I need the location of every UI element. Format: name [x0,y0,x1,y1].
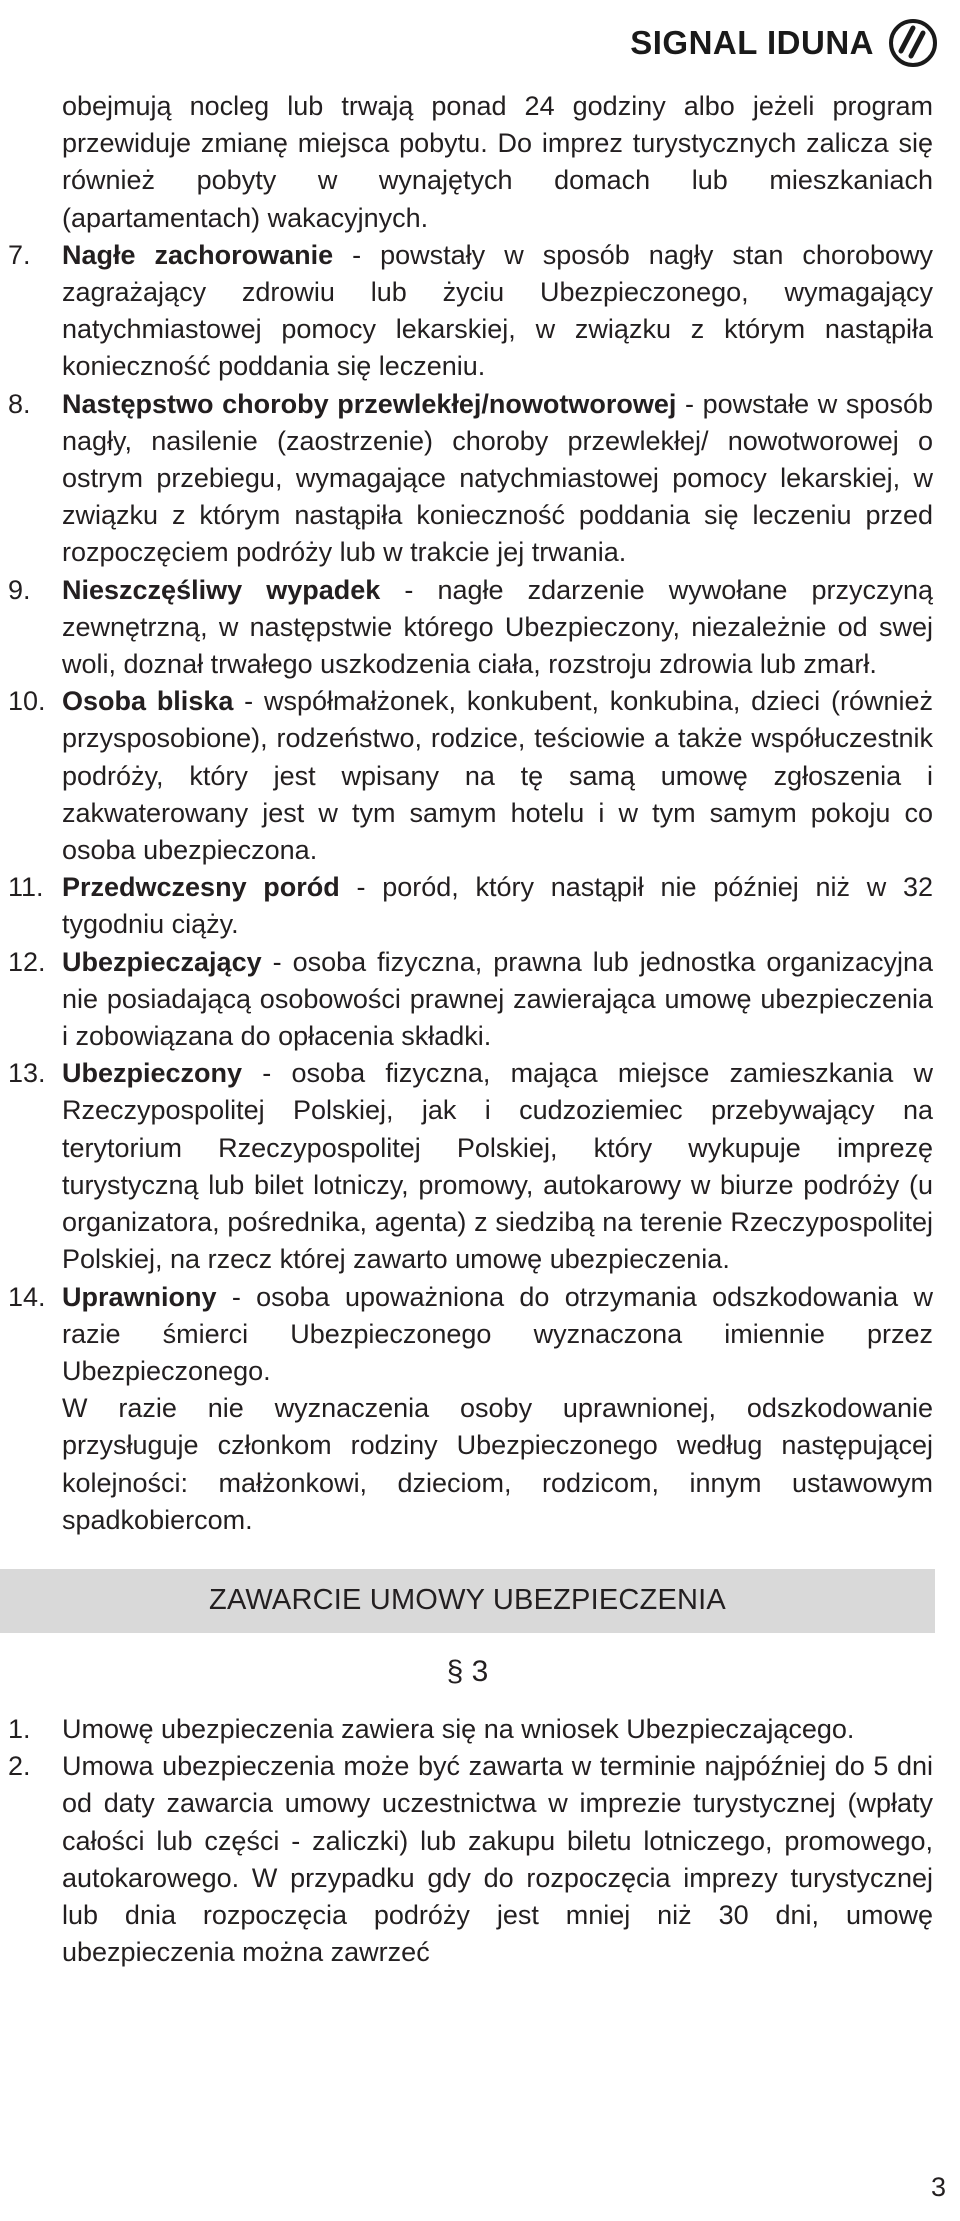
definition-number: 7. [8,239,31,270]
definition-term: Osoba bliska [62,686,234,717]
list-item-text: Umowę ubezpieczenia zawiera się na wniosek Ubezpieczającego. [62,1713,855,1744]
brand-header [630,18,938,68]
definition-number: 10. [8,686,46,717]
list-item [0,1711,960,1748]
definition-text: - powstały w sposób nagły stan chorobowy zagrażający zdrowiu lub życiu Ubezpieczonego, wymagający natychmiastowej pomocy lekarskiej, w związku z którym nastąpiła konieczność poddania się leczeniu. [62,239,933,382]
definition-term: Nagłe zachorowanie [62,239,334,270]
definition-item [0,944,960,1056]
definition-term: Ubezpieczający [62,946,262,977]
definition-continuation-text: W razie nie wyznaczenia osoby uprawnionej, odszkodowanie przysługuje członkom rodziny Ubezpieczonego według następującej kolejności: małżonkowi, dzieciom, rodzicom, innym ustawowym spadkobiercom. [62,1393,933,1535]
definition-number: 8. [8,388,31,419]
section-title: ZAWARCIE UMOWY UBEZPIECZENIA [209,1584,726,1617]
section-heading [0,1569,935,1633]
definition-number: 9. [8,574,31,605]
signal-iduna-logo-icon [888,18,938,68]
document-body [0,88,960,1971]
definition-item [0,1279,960,1391]
list-item [0,1748,960,1971]
definition-number: 11. [8,872,44,903]
definition-text: - osoba fizyczna, prawna lub jednostka organizacyjna nie posiadającą osobowości prawnej zawierająca umowę ubezpieczenia i zobowiązana do opłacenia składki. [62,946,933,1052]
intro-text: obejmują nocleg lub trwają ponad 24 godziny albo jeżeli program przewiduje zmianę miejsca pobytu. Do imprez turystycznych zalicza się również pobyty w wynajętych domach lub mieszkaniach (apartamentach) wakacyjnych. [62,91,933,233]
list-item-number: 2. [8,1751,31,1782]
definition-text: - nagłe zdarzenie wywołane przyczyną zewnętrzną, w następstwie którego Ubezpieczony, niezależnie od swej woli, doznał trwałego uszkodzenia ciała, rozstroju zdrowia lub zmarł. [62,574,934,680]
list-item-text: Umowa ubezpieczenia może być zawarta w terminie najpóźniej do 5 dni od daty zawarcia umowy uczestnictwa w imprezie turystycznej (wpłaty całości lub części - zaliczki) lub zakupu biletu lotniczego, promowego, autokarowego. W przypadku gdy do rozpoczęcia imprezy turystycznej lub dnia rozpoczęcia podróży jest mniej niż 30 dni, umowę ubezpieczenia można zawrzeć [62,1751,933,1968]
definition-number: 12. [8,946,46,977]
definition-item [0,237,960,386]
brand-name: SIGNAL IDUNA [630,24,874,61]
page-number: 3 [930,2172,946,2202]
list-item-number: 1. [8,1713,31,1744]
definition-text: - poród, który nastąpił nie później niż w 32 tygodniu ciąży. [62,872,933,940]
definition-term: Przedwczesny poród [62,872,340,903]
definition-item [0,1055,960,1278]
definition-item [0,683,960,869]
definition-text: - powstałe w sposób nagły, nasilenie (zaostrzenie) choroby przewlekłej/ nowotworowej o ostrym przebiegu, wymagające natychmiastowej pomocy lekarskiej, w związku z którym nastąpiła konieczność poddania się leczeniu przed rozpoczęciem podróży lub w trakcie jej trwania. [62,388,933,568]
definition-item [0,386,960,572]
definition-number: 13. [8,1058,46,1089]
definition-number: 14. [8,1281,46,1312]
intro-paragraph [0,88,960,237]
definition-term: Nieszczęśliwy wypadek [62,574,381,605]
definition-text: - współmałżonek, konkubent, konkubina, dzieci (również przysposobione), rodzeństwo, rodzice, teściowie a także współuczestnik podróży, który jest wpisany na tę samą umowę zgłoszenia i zakwaterowany jest w tym samym hotelu i w tym samym pokoju co osoba ubezpieczona. [62,686,933,866]
definition-text: - osoba upoważniona do otrzymania odszkodowania w razie śmierci Ubezpieczonego wyznaczona imiennie przez Ubezpieczonego. [62,1281,933,1386]
definition-continuation [0,1390,960,1539]
section-paragraph-number: § 3 [446,1654,489,1688]
definition-term: Uprawniony [62,1281,217,1312]
definition-item [0,869,960,943]
definition-term: Następstwo choroby przewlekłej/nowotworowej [62,388,677,419]
definition-term: Ubezpieczony [62,1058,243,1089]
definition-item [0,572,960,684]
definition-text: - osoba fizyczna, mająca miejsce zamieszkania w Rzeczypospolitej Polskiej, jak i cudzoziemiec przebywający na terytorium Rzeczypospolitej Polskiej, który wykupuje imprezę turystyczną lub bilet lotniczy, promowy, autokarowy w biurze podróży (u organizatora, pośrednika, agenta) z siedzibą na terenie Rzeczypospolitej Polskiej, na rzecz której zawarto umowę ubezpieczenia. [62,1058,933,1275]
